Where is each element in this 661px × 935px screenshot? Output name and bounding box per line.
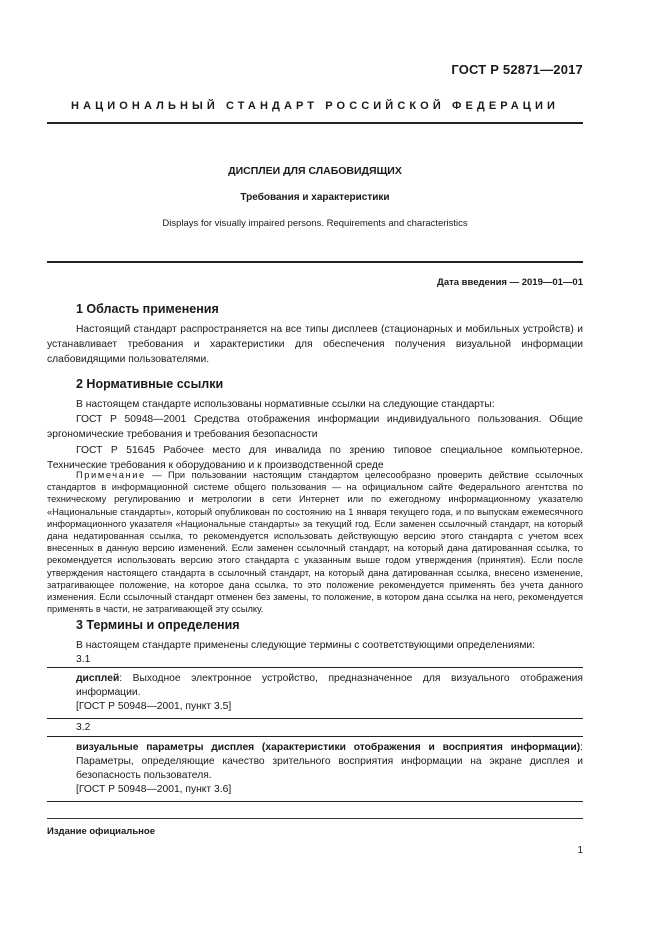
section-3-intro [47, 638, 583, 653]
section-2-note [47, 469, 583, 615]
document-subtitle: Требования и характеристики [240, 192, 390, 203]
standard-number: ГОСТ Р 52871—2017 [451, 62, 583, 77]
section-2-heading: 2 Нормативные ссылки [76, 377, 224, 391]
section-2-body [47, 397, 583, 473]
note-text: — При пользовании настоящим стандартом целесообразно проверить действие ссылочных стандартов в информационной системе общего пользования — на официальном сайте Федерального агентства по техническому регулированию и метрологии в сети Интернет или по ежегодному информационному указателю «Национальные стандарты», который опубликован по состоянию на 1 января текущего года, и по выпускам ежемесячного информационного указателя «Национальные стандарты» за текущий год. Если заменен ссылочный стандарт, на который дана недатированная ссылка, то рекомендуется использовать действующую версию этого стандарта с учетом всех внесенных в данную версию изменений. Если заменен ссылочный стандарт, на который дана датированная ссылка, то рекомендуется использовать версию этого стандарта с указанным выше годом утверждения (принятия). Если после утверждения настоящего стандарта в ссылочный стандарт, на который дана датированная ссылка, внесено изменение, затрагивающее положение, на которое дана ссылка, то это положение рекомендуется применять без учета данного изменения. Если ссылочный стандарт отменен без замены, то положение, в котором дана ссылка на него, рекомендуется применять в части, не затрагивающей эту ссылку. [47, 470, 583, 615]
section-1-text: Настоящий стандарт распространяется на все типы дисплеев (стационарных и мобильных устройств) и устанавливает требования и характеристики для обеспечения получения визуальной информации слабовидящими пользователями. [47, 324, 583, 366]
section-3-heading: 3 Термины и определения [76, 618, 240, 632]
term-definition: : Выходное электронное устройство, предназначенное для визуального отображения информации. [76, 673, 583, 698]
term-source-reference: [ГОСТ Р 50948—2001, пункт 3.6] [76, 784, 232, 795]
section-3-intro-text: В настоящем стандарте применены следующие термины с соответствующими определениями: [76, 640, 536, 651]
title-rule [47, 261, 583, 263]
note-label: Примечание [76, 470, 146, 480]
note-paragraph [47, 469, 583, 615]
term-name: дисплей [76, 673, 120, 684]
reference-gost-50948: ГОСТ Р 50948—2001 Средства отображения информации индивидуального пользования. Общие эргономические требования и требования безопасности [47, 414, 583, 441]
national-standard-banner: НАЦИОНАЛЬНЫЙ СТАНДАРТ РОССИЙСКОЙ ФЕДЕРАЦИИ [71, 100, 559, 112]
term-box-display [47, 667, 583, 719]
reference-gost-51645: ГОСТ Р 51645 Рабочее место для инвалида по зрению типовое специальное компьютерное. Технические требования к оборудованию и к производственной среде [47, 444, 583, 471]
term-number: 3.2 [76, 722, 91, 733]
header-rule [47, 122, 583, 124]
term-box-visual-parameters [47, 736, 583, 802]
footer-rule [47, 818, 583, 819]
introduction-date: Дата введения — 2019—01—01 [437, 277, 583, 288]
term-definition: : Параметры, определяющие качество зрительного восприятия информации на экране дисплея и безопасность пользователя. [76, 742, 583, 781]
page-number: 1 [577, 845, 583, 856]
document-title-english: Displays for visually impaired persons. Requirements and characteristics [162, 218, 468, 229]
term-name: визуальные параметры дисплея (характеристики отображения и восприятия информации) [76, 742, 581, 753]
term-number: 3.1 [76, 654, 91, 665]
section-1-heading: 1 Область применения [76, 302, 219, 316]
section-1-body [47, 322, 583, 368]
term-source-reference: [ГОСТ Р 50948—2001, пункт 3.5] [76, 701, 232, 712]
official-edition-label: Издание официальное [47, 826, 155, 837]
document-title: ДИСПЛЕИ ДЛЯ СЛАБОВИДЯЩИХ [228, 165, 402, 177]
section-2-intro: В настоящем стандарте использованы нормативные ссылки на следующие стандарты: [76, 399, 495, 410]
